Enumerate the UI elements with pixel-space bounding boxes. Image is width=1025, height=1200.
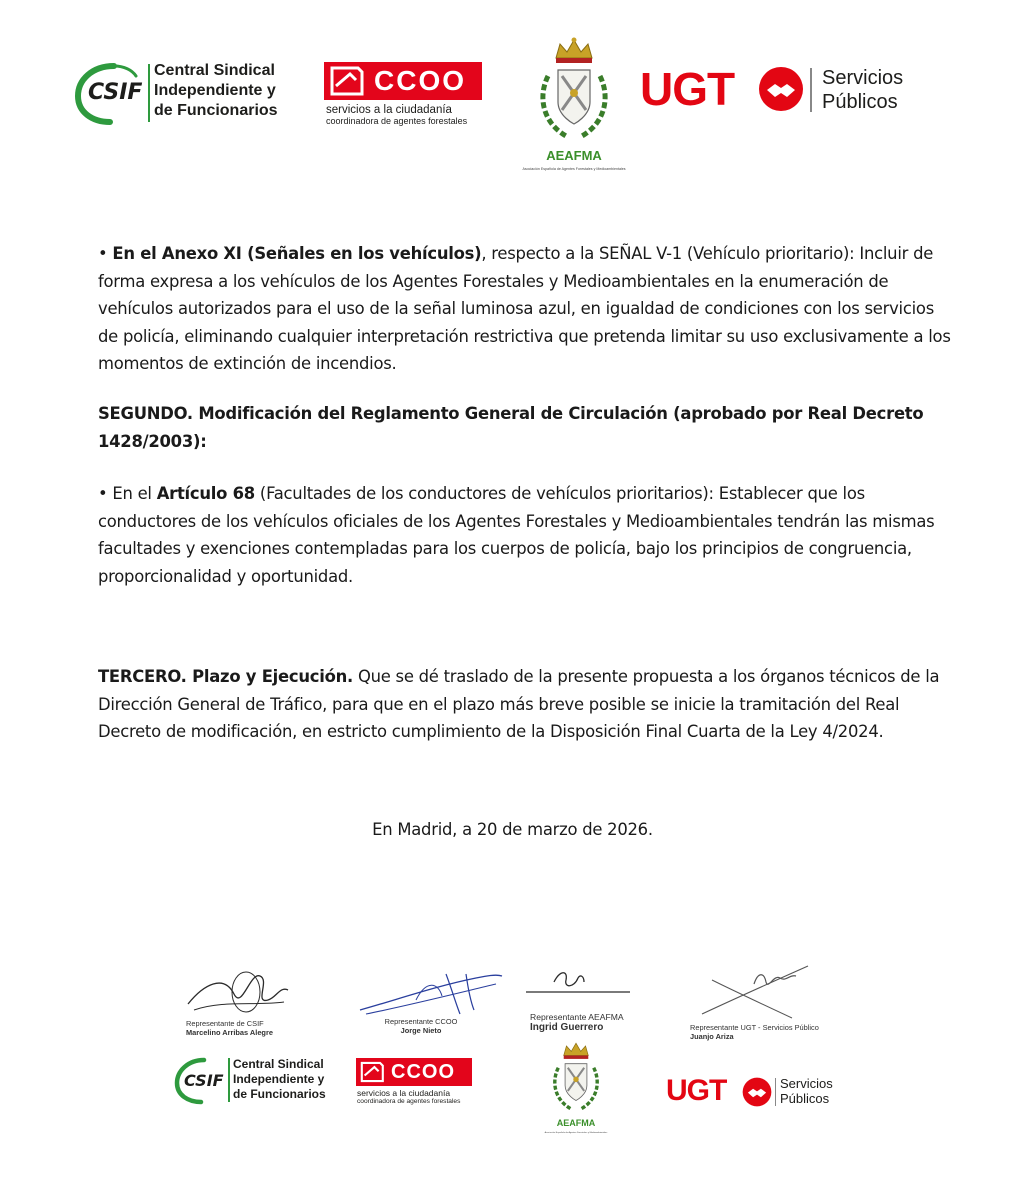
ugt-logo [640,62,920,122]
csif-line2: Independiente y [154,82,276,99]
ugt-signature-scribble [692,960,812,1022]
annex-xi-text: , respecto a la SEÑAL V-1 (Vehículo prioritario): Incluir de forma expresa a los vehículos de los Agentes Forestales y Medioambientales en la enumeración de vehículos autorizados para el uso de la señal luminosa azul, en igualdad de condiciones con los servicios de policía, eliminando cualquier interpretación restrictiva que pretenda limitar su uso exclusivamente a los momentos de extinción de incendios. [98,244,951,374]
footer-ccoo-logo [356,1058,474,1108]
footer-ccoo-line2: coordinadora de agentes forestales [357,1098,461,1105]
footer-ccoo-flag-icon [359,1058,387,1086]
csif-line3: de Funcionarios [154,102,278,119]
footer-csif-mark: CSIF [184,1071,224,1090]
ugt-rep-name: Juanjo Ariza [690,1031,734,1041]
bullet: • [98,244,108,263]
ccoo-signature-caption [366,1018,476,1036]
ugt-line1: Servicios [822,67,904,89]
csif-signature-scribble [184,964,294,1018]
aeafma-signature-caption [530,1012,624,1034]
ccoo-line2: coordinadora de agentes forestales [326,116,468,126]
aeafma-logo [508,36,640,180]
footer-ccoo-red-box [356,1058,472,1086]
tercero-heading: TERCERO. Plazo y Ejecución. [98,667,353,686]
footer-logos [0,1040,1025,1190]
date-line: En Madrid, a 20 de marzo de 2026. [372,820,653,839]
segundo-heading [98,400,958,455]
aeafma-signature-scribble [524,964,634,1000]
csif-signature-caption [186,1020,302,1038]
ugt-line2: Públicos [822,91,898,113]
footer-aeafma-name: AEAFMA [556,1118,596,1128]
article-68-heading: Artículo 68 [156,484,255,503]
aeafma-name: AEAFMA [546,148,602,163]
csif-divider [148,64,150,122]
article-68-paragraph [98,480,958,590]
footer-aeafma-logo [536,1040,616,1140]
bullet: • [98,484,108,503]
csif-line1: Central Sindical [154,62,275,79]
ugt-handshake-icon [758,66,804,112]
csif-rep-name: Marcelino Arribas Alegre [186,1027,273,1037]
ugt-mark: UGT [640,63,735,115]
csif-logo [74,60,304,130]
ccoo-logo [324,62,484,130]
ccoo-red-box [324,62,482,100]
signatures-block [0,950,1025,1050]
annex-xi-heading: En el Anexo XI (Señales en los vehículos) [112,244,482,263]
csif-mark: CSIF [88,80,143,105]
ccoo-mark: CCOO [374,65,466,96]
csif-rep-role: Representante de CSIF [186,1019,264,1028]
annex-xi-paragraph [98,240,958,378]
footer-ugt-mark: UGT [666,1074,727,1107]
footer-ccoo-mark: CCOO [391,1060,455,1083]
ccoo-signature-scribble [356,970,506,1020]
footer-ugt-line1: Servicios [780,1076,833,1091]
aeafma-rep-name: Ingrid Guerrero [530,1022,604,1034]
footer-csif-line3: de Funcionarios [233,1087,326,1101]
article-68-prefix: En el [112,484,157,503]
aeafma-crest-icon [530,36,618,146]
ccoo-flag-icon [328,62,368,100]
header-logos [0,0,1025,190]
ccoo-rep-role: Representante CCOO [384,1017,458,1026]
ugt-rep-role: Representante UGT - Servicios Público [690,1023,819,1032]
ccoo-line1: servicios a la ciudadanía [326,104,452,116]
aeafma-rep-role: Representante AEAFMA [530,1012,624,1022]
ugt-divider [810,68,812,112]
footer-ugt-logo [666,1074,846,1114]
footer-csif-divider [228,1058,230,1102]
footer-ugt-handshake-icon [742,1077,772,1107]
tercero-text: Que se dé traslado de la presente propuesta a los órganos técnicos de la Dirección General de Tráfico, para que en el plazo más breve posible se inicie la tramitación del Real Decreto de modificación, en estricto cumplimiento de la Disposición Final Cuarta de la Ley 4/2024. [98,667,940,742]
article-68-text: (Facultades de los conductores de vehículos prioritarios): Establecer que los conductores de los vehículos oficiales de los Agentes Forestales y Medioambientales tendrán las mismas facultades y exenciones contempladas para los cuerpos de policía, bajo los principios de congruencia, proporcionalidad y oportunidad. [98,484,935,586]
footer-ccoo-line1: servicios a la ciudadanía [357,1088,451,1098]
footer-ugt-divider [775,1078,776,1106]
footer-aeafma-full-name: Asociación Española de Agentes Forestales y Medioambientales [544,1132,608,1134]
aeafma-full-name: Asociación Española de Agentes Forestales y Medioambientales [522,167,626,171]
footer-csif-line1: Central Sindical [233,1057,324,1071]
footer-csif-line2: Independiente y [233,1072,325,1086]
tercero-paragraph [98,663,958,746]
footer-csif-logo [174,1056,349,1106]
ccoo-rep-name: Jorge Nieto [400,1025,442,1035]
segundo-heading-text: SEGUNDO. Modificación del Reglamento General de Circulación (aprobado por Real Decreto 1428/2003): [98,404,924,451]
footer-aeafma-crest-icon [546,1040,606,1116]
footer-ugt-line2: Públicos [780,1091,830,1106]
